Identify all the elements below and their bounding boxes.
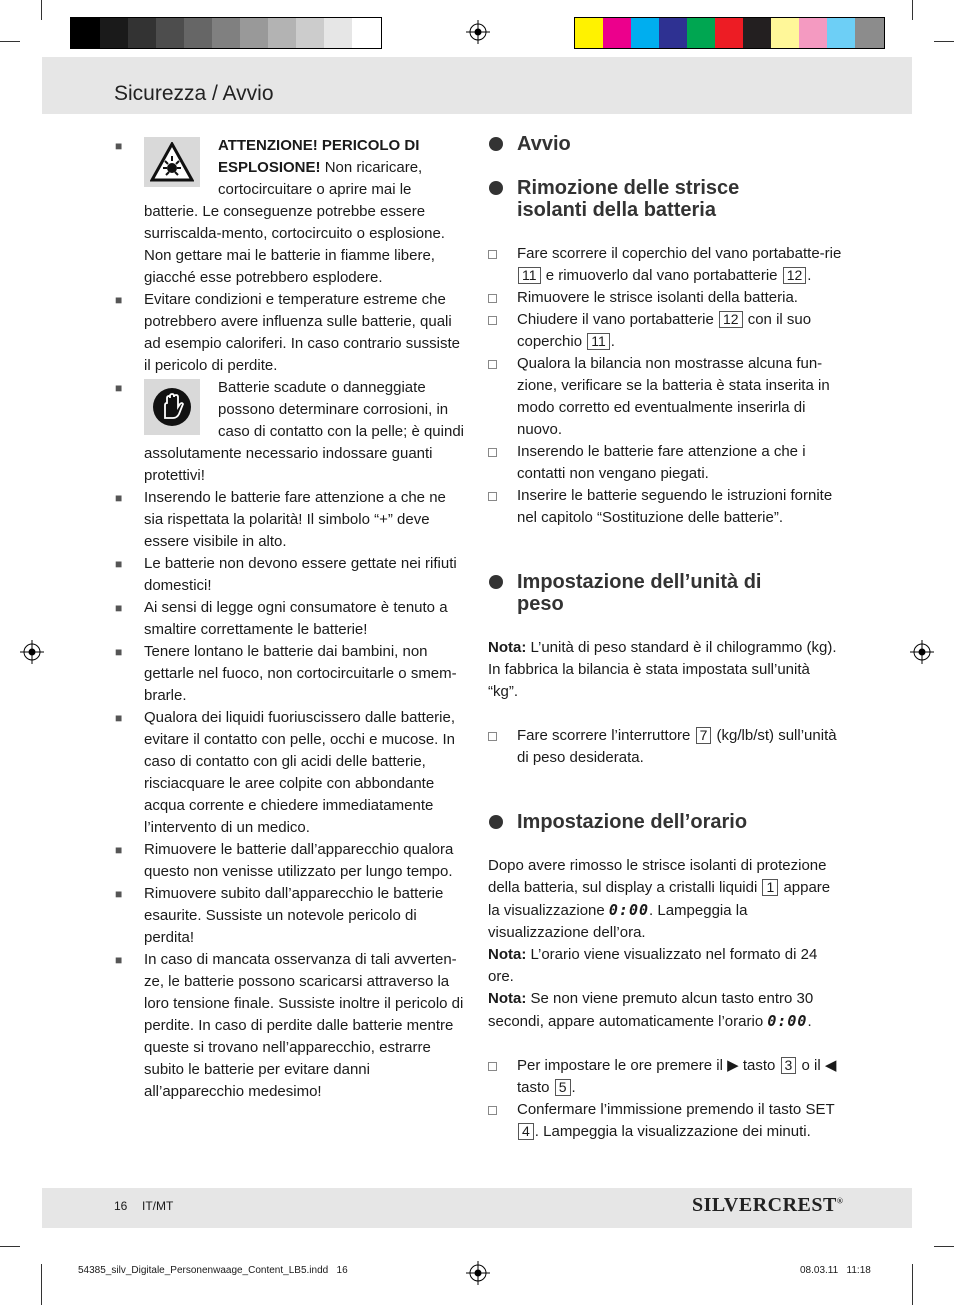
wear-gloves-icon bbox=[144, 379, 200, 435]
list-item: Fare scorrere il coperchio del vano portabatte-rie 11 e rimuoverlo dal vano portabatterie 12 . bbox=[488, 243, 842, 287]
ref-number: 3 bbox=[781, 1057, 797, 1074]
print-slug: 54385_silv_Digitale_Personenwaage_Content_LB5.indd 16 bbox=[78, 1265, 348, 1276]
section-heading-avvio: Avvio bbox=[488, 133, 842, 155]
note-paragraph: Nota: L’orario viene visualizzato nel formato di 24 ore. bbox=[488, 946, 818, 985]
lcd-display-readout: 0:00 bbox=[767, 1012, 808, 1030]
page-title: Sicurezza / Avvio bbox=[114, 82, 274, 105]
ref-number: 5 bbox=[555, 1079, 571, 1096]
ref-number: 11 bbox=[587, 333, 610, 350]
list-item: Per impostare le ore premere il ▶ tasto 3 o il ◀ tasto 5 . bbox=[488, 1055, 842, 1099]
registration-mark-left bbox=[20, 640, 44, 669]
registration-mark-bottom bbox=[466, 1261, 490, 1290]
list-item: Chiudere il vano portabatterie 12 con il suo coperchio 11 . bbox=[488, 309, 842, 353]
ref-number: 12 bbox=[783, 267, 807, 284]
list-item: ■ Qualora dei liquidi fuoriuscissero dalle batterie, evitare il contatto con pelle, occhi e mucose. In caso di contatto con gli acidi delle batterie, risciacquare le aree colpite con abbondante acqua corrente e chiedere immediatamente l’intervento di un medico. bbox=[115, 709, 456, 836]
list-item: Inserendo le batterie fare attenzione a che i contatti non vengano piegati. bbox=[488, 441, 842, 485]
list-item: ■ In caso di mancata osservanza di tali avverten-ze, le batterie possono scaricarsi attraverso la loro tensione finale. Sussiste inoltre il pericolo di perdite. In caso di perdite dalle batterie mentre queste si trovano nell’apparecchio, estrarre subito le batterie per evitare danni all’apparecchio medesimo! bbox=[115, 951, 464, 1100]
registration-mark-right bbox=[910, 640, 934, 669]
section-heading-orario: Impostazione dell’orario bbox=[488, 811, 842, 833]
ref-number: 7 bbox=[696, 727, 712, 744]
arrow-left-icon: ◀ bbox=[824, 1057, 837, 1074]
list-item: ■ Evitare condizioni e temperature estreme che potrebbero avere influenza sulle batterie, quali ad esempio caloriferi. In caso contrario sussiste il pericolo di perdite. bbox=[115, 291, 460, 374]
list-item: Fare scorrere l’interruttore 7 (kg/lb/st) sull’unità di peso desiderata. bbox=[488, 725, 842, 769]
section-heading-rimozione: Rimozione delle strisce isolanti della batteria bbox=[488, 177, 777, 221]
ref-number: 1 bbox=[762, 879, 778, 896]
note-paragraph: Nota: L’unità di peso standard è il chilogrammo (kg). In fabbrica la bilancia è stata impostata sull’unità “kg”. bbox=[488, 639, 837, 700]
page-number: 16 bbox=[114, 1199, 128, 1213]
process-color-bar bbox=[574, 17, 885, 49]
explosion-warning-icon bbox=[144, 137, 200, 187]
brand-logo: SILVERCREST® bbox=[692, 1194, 844, 1216]
list-item: ■ Rimuovere subito dall’apparecchio le batterie esaurite. Sussiste un notevole pericolo di perdita! bbox=[115, 885, 444, 946]
left-column bbox=[115, 135, 467, 1103]
list-item: ■ Tenere lontano le batterie dai bambini, non gettarle nel fuoco, non cortocircuitarle o smem-brarle. bbox=[115, 643, 457, 704]
note-paragraph: Nota: Se non viene premuto alcun tasto entro 30 secondi, appare automaticamente l’orario 0:00. bbox=[488, 990, 814, 1030]
ref-number: 12 bbox=[719, 311, 743, 328]
registration-mark-top bbox=[466, 20, 490, 49]
warning-text: Non ricaricare, cortocircuitare o aprire mai le batterie. Le conseguenze potrebbe essere surriscalda-mento, cortocircuito o esplosione. Non gettare mai le batterie in fiamme libere, giacché esse potrebbero esplodere. bbox=[144, 159, 445, 286]
grayscale-bar bbox=[70, 17, 382, 49]
list-item: ■ Batterie scadute o danneggiate possono determinare corrosioni, in caso di contatto con la pelle; è quindi assolutamente necessario indossare guanti protettivi! bbox=[115, 379, 464, 484]
list-item: ■ Le batterie non devono essere gettate nei rifiuti domestici! bbox=[115, 555, 457, 594]
right-column bbox=[488, 133, 842, 1143]
print-timestamp: 08.03.11 11:18 bbox=[800, 1265, 871, 1276]
list-item: Qualora la bilancia non mostrasse alcuna fun-zione, verificare se la batteria è stata inserita in modo corretto ed eventualmente inserirla di nuovo. bbox=[488, 353, 842, 441]
warning-title: ATTENZIONE! PERICOLO DI ESPLOSIONE! bbox=[218, 137, 420, 176]
list-item: Rimuovere le strisce isolanti della batteria. bbox=[488, 287, 842, 309]
list-item: ■ Ai sensi di legge ogni consumatore è tenuto a smaltire correttamente le batterie! bbox=[115, 599, 448, 638]
ref-number: 4 bbox=[518, 1123, 534, 1140]
language-code: IT/MT bbox=[142, 1199, 174, 1213]
ref-number: 11 bbox=[518, 267, 541, 284]
lcd-display-readout: 0:00 bbox=[608, 901, 650, 919]
list-item: Confermare l’immissione premendo il tasto SET 4 . Lampeggia la visualizzazione dei minuti. bbox=[488, 1099, 842, 1143]
list-item: ■ Inserendo le batterie fare attenzione a che ne sia rispettata la polarità! Il simbolo “+” deve essere visibile in alto. bbox=[115, 489, 446, 550]
list-item: ■ Rimuovere le batterie dall’apparecchio qualora questo non venisse utilizzato per lungo tempo. bbox=[115, 841, 454, 880]
list-item: ■ ATTENZIONE! PERICOLO DI ESPLOSIONE! Non ricaricare, cortocircuitare o aprire mai le batterie. Le conseguenze potrebbe essere surriscalda-mento, cortocircuito o esplosione. Non gettare mai le batterie in fiamme libere, giacché esse potrebbero esplodere. bbox=[115, 137, 445, 286]
arrow-right-icon: ▶ bbox=[727, 1057, 739, 1074]
section-heading-unita: Impostazione dell’unità di peso bbox=[488, 571, 777, 615]
intro-paragraph: Dopo avere rimosso le strisce isolanti di protezione della batteria, sul display a cristalli liquidi 1 appare la visualizzazione 0:00. Lampeggia la visualizzazione dell’ora. bbox=[488, 857, 831, 941]
list-item: Inserire le batterie seguendo le istruzioni fornite nel capitolo “Sostituzione delle batterie”. bbox=[488, 485, 842, 529]
